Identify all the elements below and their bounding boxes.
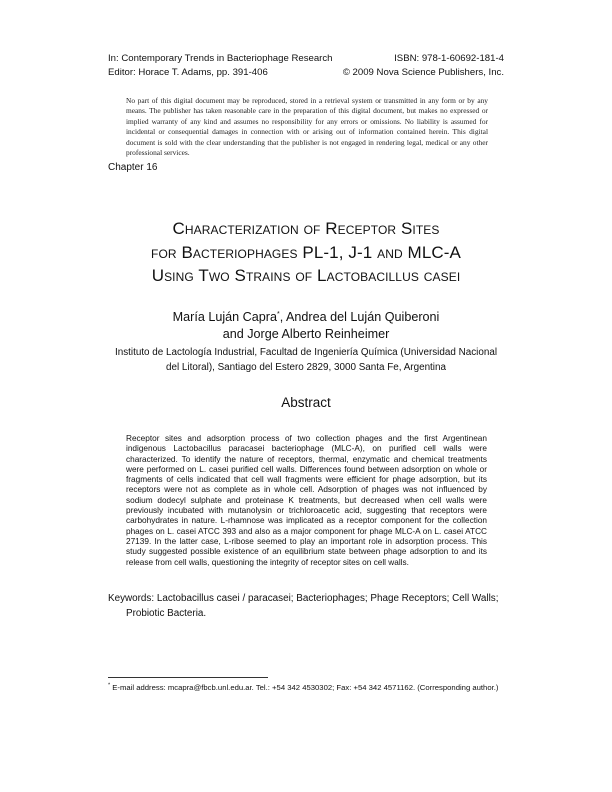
keywords-line-2: Probiotic Bacteria. xyxy=(126,608,207,619)
header-line-2 xyxy=(108,67,504,78)
title-line-1: Characterization of Receptor Sites xyxy=(172,219,440,238)
corresponding-author: María Luján Capra xyxy=(172,310,277,324)
chapter-label: Chapter 16 xyxy=(108,162,158,173)
title-line-3: Using Two Strains of Lactobacillus casei xyxy=(151,266,461,285)
title-line-2: for Bacteriophages PL-1, J-1 and MLC-A xyxy=(151,242,461,262)
isbn: ISBN: 978-1-60692-181-4 xyxy=(394,53,504,64)
chapter-title xyxy=(108,217,504,288)
co-authors: , Andrea del Luján Quiberoni xyxy=(279,310,440,324)
author-footnote-mark: * xyxy=(276,310,280,318)
footnote xyxy=(108,683,518,692)
abstract-body: Receptor sites and adsorption process of two collection phages and the first Argentinean indigenous Lactobacillus paracasei bacteriophage (MLC-A), on purified cell walls were characterized. To identify the nature of receptors, thermal, enzymatic and chemical treatments were performed on L. casei purified cell walls. Differences found between adsorption on whole or fragments of cells indicated that cell wall fragments were efficient for phage adsorption, but its receptors were not as complete as in whole cell. Adsorption of phages was not influenced by sodium dodecyl sulphate and proteinase K treatments, but decreased when cell walls were previously incubated with mutanolysin or trichloroacetic acid, suggesting that receptors were carbohydrates in nature. L-rhamnose was implicated as a receptor component for the collection phages on L. casei ATCC 393 and also as a major component for phage MLC-A on L. casei ATCC 27139. In the latter case, L-ribose seemed to play an important role in adsorption process. This study suggested possible existence of an equilibrium state between phage adsorption to and its release from cell walls, questioning the integrity of receptor sites on cell walls. xyxy=(126,434,487,567)
authors-line-2: and Jorge Alberto Reinheimer xyxy=(222,327,390,341)
footnote-mark: * xyxy=(108,682,111,689)
authors xyxy=(108,309,504,343)
book-title: In: Contemporary Trends in Bacteriophage Research xyxy=(108,53,333,64)
copyright: © 2009 Nova Science Publishers, Inc. xyxy=(342,67,504,78)
keywords xyxy=(108,591,504,621)
affiliation: Instituto de Lactología Industrial, Facultad de Ingeniería Química (Universidad Nacional del Litoral), Santiago del Estero 2829, 3000 Santa Fe, Argentina xyxy=(114,347,498,373)
header-line-1 xyxy=(108,53,504,64)
editor-pages: Editor: Horace T. Adams, pp. 391-406 xyxy=(108,67,268,78)
footnote-text: E-mail address: mcapra@fbcb.unl.edu.ar. Tel.: +54 342 4530302; Fax: +54 342 4571162. (Corresponding author.) xyxy=(110,683,499,692)
authors-line-1 xyxy=(108,309,504,326)
footnote-divider xyxy=(108,677,268,678)
abstract-heading: Abstract xyxy=(281,395,331,410)
legal-notice: No part of this digital document may be reproduced, stored in a retrieval system or transmitted in any form or by any means. The publisher has taken reasonable care in the preparation of this digital document, but makes no expressed or implied warranty of any kind and assumes no responsibility for any errors or omissions. No liability is assumed for incidental or consequential damages in connection with or arising out of information contained herein. This digital document is sold with the clear understanding that the publisher is not engaged in rendering legal, medical or any other professional services. xyxy=(126,96,488,158)
keywords-line-1: Keywords: Lactobacillus casei / paracasei; Bacteriophages; Phage Receptors; Cell Walls; xyxy=(108,593,499,604)
